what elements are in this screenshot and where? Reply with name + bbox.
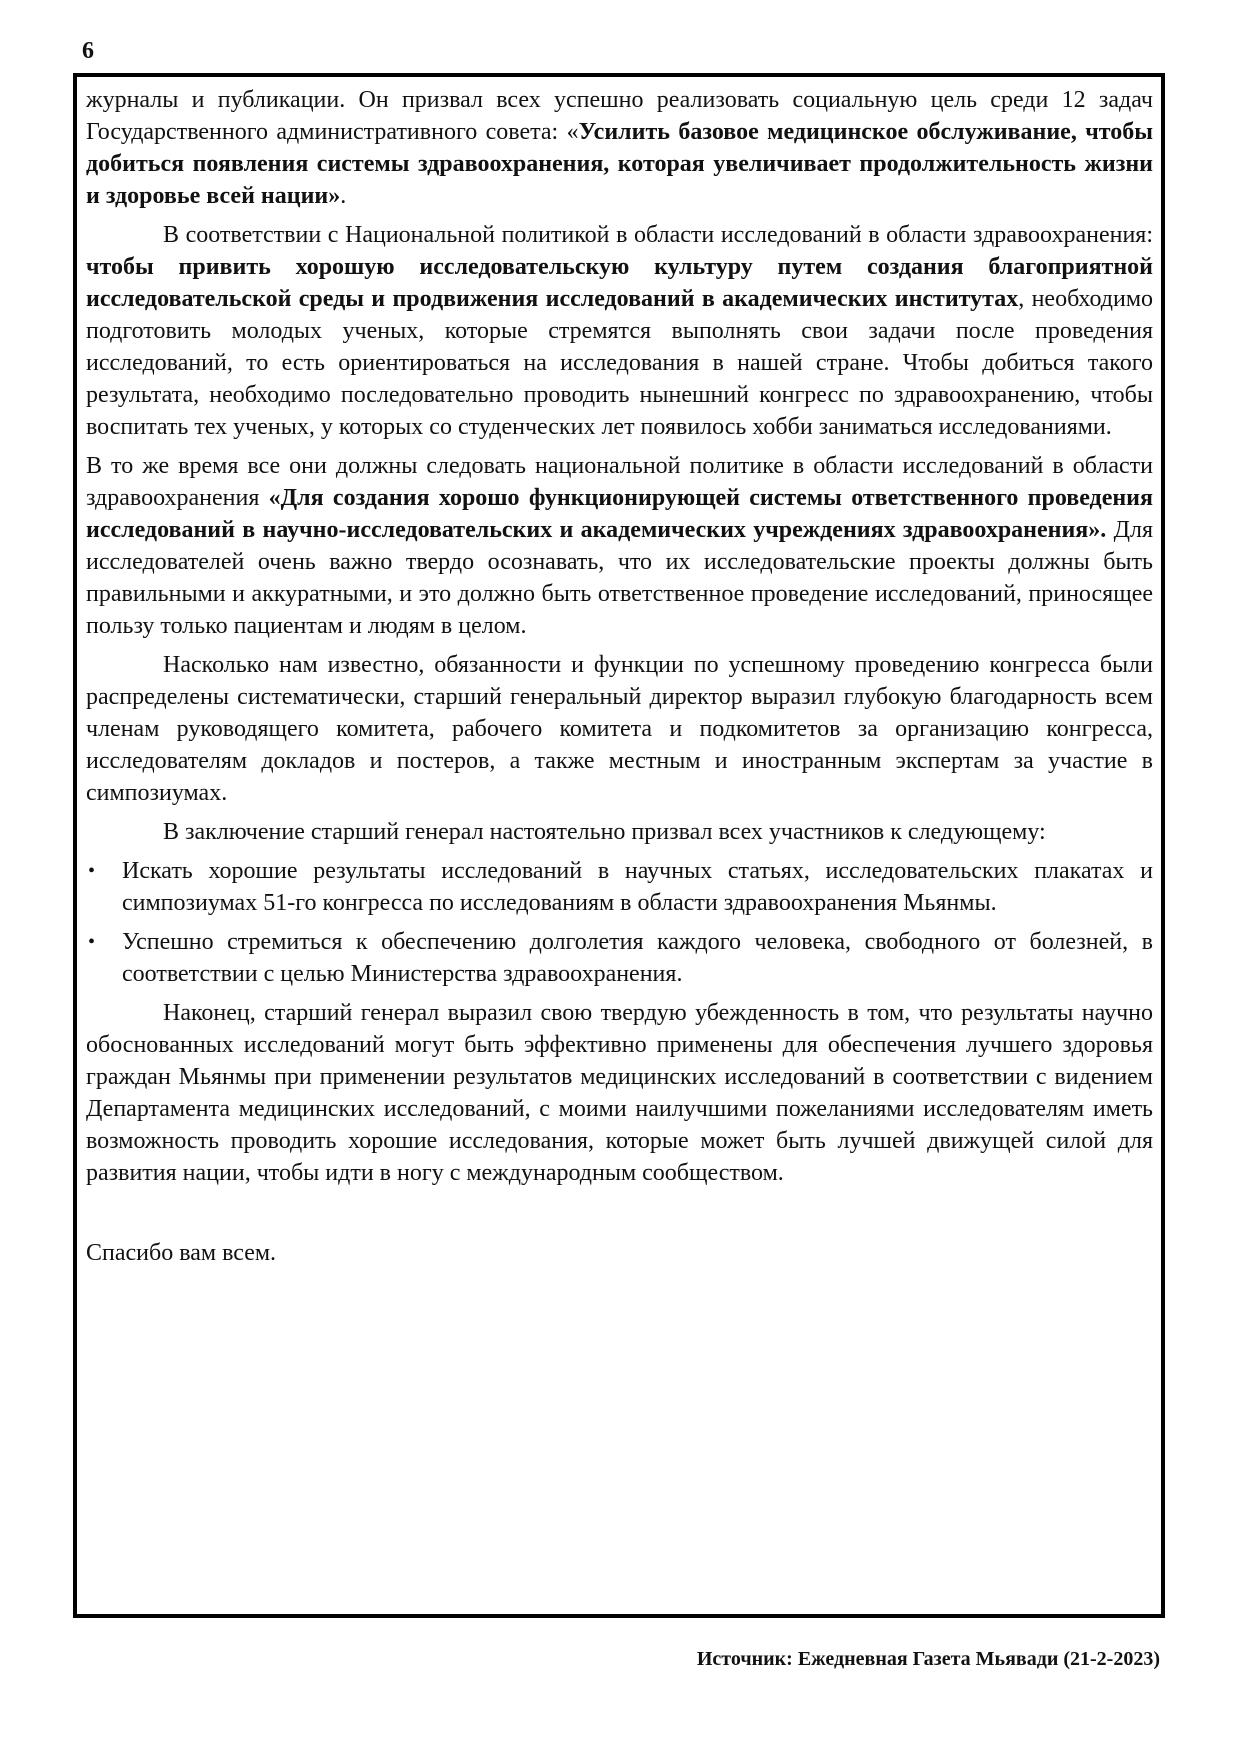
bullet-list [86, 855, 1153, 990]
paragraph-research-policy-emphasis: чтобы привить хорошую исследовательскую культуру путем создания благоприятной исследовательской среды и продвижения исследований в академических институтах [86, 254, 1153, 312]
list-item [86, 926, 1153, 990]
article-frame [73, 73, 1165, 1618]
bullet-icon: • [88, 931, 96, 953]
bullet-icon: • [88, 860, 96, 882]
list-item-text: Искать хорошие результаты исследований в научных статьях, исследовательских плакатах и симпозиумах 51-го конгресса по исследованиям в области здравоохранения Мьянмы. [122, 858, 1153, 916]
paragraph-conclusion: В заключение старший генерал настоятельно призвал всех участников к следующему: [163, 819, 1046, 845]
paragraph-national-policy-text: В то же время все они должны следовать национальной политике в области исследований в области здравоохранения [86, 453, 1153, 511]
source-credit: Источник: Ежедневная Газета Мьявади (21-2-2023) [696, 1648, 1160, 1670]
page-number: 6 [82, 38, 94, 64]
paragraph-national-policy [86, 450, 1153, 642]
paragraph-research-policy-end: , необходимо подготовить молодых ученых, которые стремятся выполнять свои задачи после проведения исследований, то есть ориентироваться на исследования в нашей стране. Чтобы добиться такого результата, необходимо последовательно проводить нынешний конгресс по здравоохранению, чтобы воспитать тех ученых, у которых со студенческих лет появилось хобби заниматься исследованиями. [86, 286, 1154, 440]
paragraph-intro-end: . [340, 183, 347, 209]
list-item-text: Успешно стремиться к обеспечению долголетия каждого человека, свободного от болезней, в соответствии с целью Министерства здравоохранения. [122, 929, 1153, 987]
paragraph-intro-text: журналы и публикации. Он призвал всех успешно реализовать социальную цель среди 12 задач Государственного административного совета: « [86, 87, 1153, 145]
paragraph-acknowledgement: Насколько нам известно, обязанности и функции по успешному проведению конгресса были распределены систематически, старший генеральный директор выразил глубокую благодарность всем членам руководящего комитета, рабочего комитета и подкомитетов за организацию конгресса, исследователям докладов и постеров, а также местным и иностранным экспертам за участие в симпозиумах. [86, 652, 1153, 806]
paragraph-intro [86, 84, 1153, 212]
paragraph-final: Наконец, старший генерал выразил свою твердую убежденность в том, что результаты научно обоснованных исследований могут быть эффективно применены для обеспечения лучшего здоровья граждан Мьянмы при применении результатов медицинских исследований в соответствии с видением Департамента медицинских исследований, с моими наилучшими пожеланиями исследователям иметь возможность проводить хорошие исследования, которые может быть лучшей движущей силой для развития нации, чтобы идти в ногу с международным сообществом. [86, 1000, 1153, 1186]
paragraph-research-policy-text: В соответствии с Национальной политикой в области исследований в области здравоохранения: [163, 222, 1153, 248]
closing-thanks: Спасибо вам всем. [86, 1240, 277, 1266]
paragraph-research-policy [86, 219, 1153, 443]
paragraph-national-policy-emphasis: «Для создания хорошо функционирующей системы ответственного проведения исследований в научно-исследовательских и академических учреждениях здравоохранения». [86, 485, 1153, 543]
list-item [86, 855, 1153, 919]
paragraph-intro-emphasis: Усилить базовое медицинское обслуживание, чтобы добиться появления системы здравоохранения, которая увеличивает продолжительность жизни и здоровье всей нации» [86, 119, 1153, 209]
paragraph-national-policy-end: Для исследователей очень важно твердо осознавать, что их исследовательские проекты должны быть правильными и аккуратными, и это должно быть ответственное проведение исследований, приносящее пользу только пациентам и людям в целом. [86, 517, 1154, 639]
